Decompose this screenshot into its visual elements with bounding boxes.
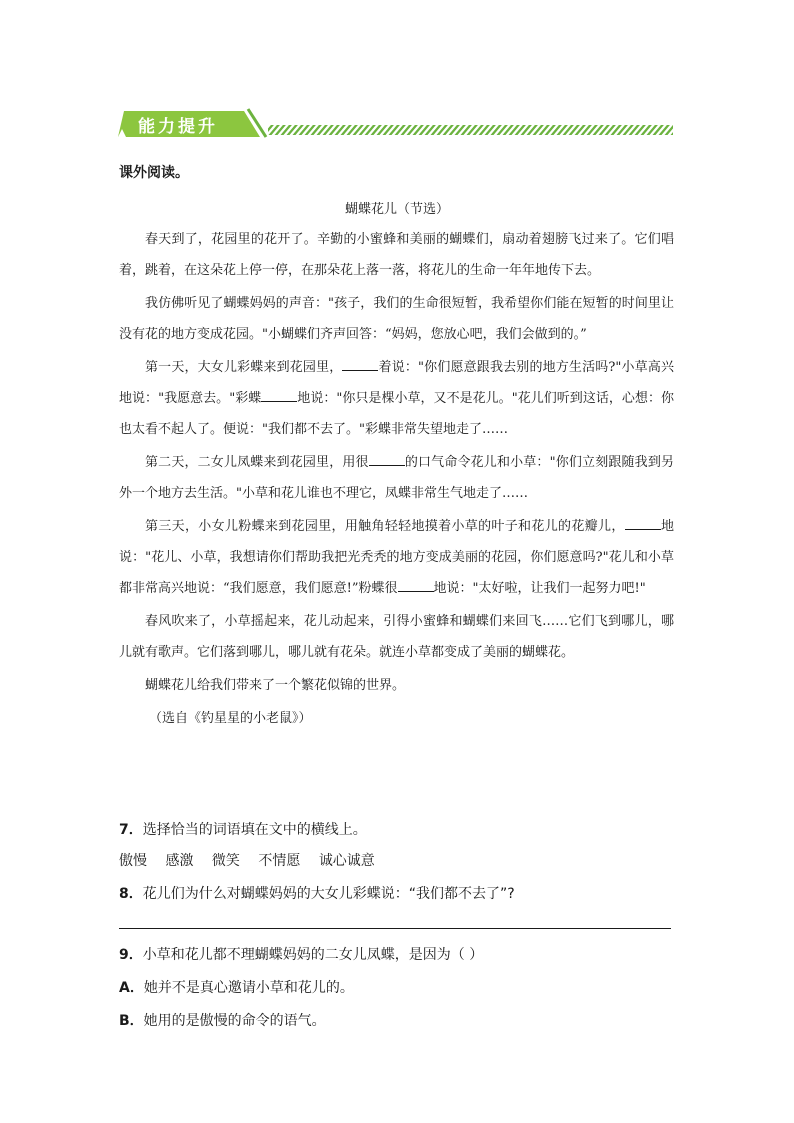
- answer-line[interactable]: [119, 928, 671, 929]
- paragraph-3-part-c: 地说："你只是棵小草，又不是花儿。"花儿们听到这话，心想：你也太看不起人了。便说："我们都不去了。"彩蝶非常失望地走了……: [119, 391, 674, 437]
- question-7-text: 选择恰当的词语填在文中的横线上。: [142, 822, 367, 838]
- fill-blank-4[interactable]: [625, 517, 661, 530]
- fill-blank-5[interactable]: [398, 579, 434, 592]
- question-8-number: 8．: [119, 886, 143, 902]
- word-options: [119, 850, 389, 870]
- section-label: 课外阅读。: [119, 165, 189, 181]
- paragraph-4-part-b: 的口气命令花儿和小草："你们立刻跟随我到另外一个地方去生活。"小草和花儿谁也不理它，凤蝶非常生气地走了……: [119, 455, 674, 501]
- option-b-label: B．: [119, 1013, 144, 1029]
- paragraph-5-part-b: 地说："花儿、小草，我想请你们帮助我把光秃秃的地方变成美丽的花园，你们愿意吗?"花儿和小草都非常高兴地说：“我们愿意，我们愿意!”粉蝶很: [119, 519, 674, 596]
- word-option: 不情愿: [258, 853, 301, 869]
- passage-body: [119, 224, 674, 734]
- question-7: [119, 819, 367, 839]
- paragraph-5-part-a: 第三天，小女儿粉蝶来到花园里，用触角轻轻地摸着小草的叶子和花儿的花瓣儿，: [145, 519, 625, 534]
- passage-title: 蝴蝶花儿（节选）: [344, 202, 449, 217]
- option-b[interactable]: [119, 1010, 326, 1030]
- paragraph-4-part-a: 第二天，二女儿凤蝶来到花园里，用很: [145, 455, 369, 470]
- option-b-text: 她用的是傲慢的命令的语气。: [143, 1013, 326, 1029]
- option-a-text: 她并不是真心邀请小草和花儿的。: [143, 980, 354, 996]
- paragraph-4: [119, 447, 674, 509]
- word-option: 感激: [165, 853, 194, 869]
- paragraph-2: 我仿佛听见了蝴蝶妈妈的声音："孩子，我们的生命很短暂，我希望你们能在短暂的时间里让没有花的地方变成花园。"小蝴蝶们齐声回答：“妈妈，您放心吧，我们会做到的。”: [119, 296, 674, 342]
- question-9-number: 9．: [119, 947, 143, 963]
- fill-blank-2[interactable]: [261, 389, 297, 402]
- paragraph-3: [119, 352, 674, 445]
- paragraph-6: 春风吹来了，小草摇起来，花儿动起来，引得小蜜蜂和蝴蝶们来回飞……它们飞到哪儿，哪儿就有歌声。它们落到哪儿，哪儿就有花朵。就连小草都变成了美丽的蝴蝶花。: [119, 614, 674, 660]
- question-8: [119, 883, 515, 903]
- paragraph-3-part-a: 第一天，大女儿彩蝶来到花园里，: [145, 360, 343, 375]
- option-a[interactable]: [119, 977, 354, 997]
- question-9-text: 小草和花儿都不理蝴蝶妈妈的二女儿凤蝶，是因为（ ）: [142, 947, 484, 963]
- section-header-banner: [118, 107, 678, 141]
- paragraph-1: 春天到了，花园里的花开了。辛勤的小蜜蜂和美丽的蝴蝶们，扇动着翅膀飞过来了。它们唱着，跳着，在这朵花上停一停，在那朵花上落一落，将花儿的生命一年年地传下去。: [119, 232, 674, 278]
- word-option: 微笑: [211, 853, 240, 869]
- option-a-label: A．: [119, 980, 144, 996]
- paragraph-5-part-c: 地说："太好啦，让我们一起努力吧!": [433, 581, 646, 596]
- question-9: [119, 944, 483, 964]
- fill-blank-3[interactable]: [369, 453, 405, 466]
- banner-title: 能力提升: [138, 117, 218, 137]
- question-8-text: 花儿们为什么对蝴蝶妈妈的大女儿彩蝶说：“我们都不去了”?: [142, 886, 515, 902]
- fill-blank-1[interactable]: [342, 358, 378, 371]
- paragraph-5: [119, 511, 674, 604]
- word-option: 傲慢: [119, 853, 147, 869]
- question-7-number: 7．: [119, 822, 143, 838]
- word-option: 诚心诚意: [318, 853, 375, 869]
- passage-source: （选自《钓星星的小老鼠》）: [149, 711, 312, 726]
- paragraph-3-part-b: 着说："你们愿意跟我去别的地方生活吗?"小草高兴地说："我愿意去。"彩蝶: [119, 360, 674, 406]
- paragraph-7: 蝴蝶花儿给我们带来了一个繁花似锦的世界。: [145, 678, 406, 693]
